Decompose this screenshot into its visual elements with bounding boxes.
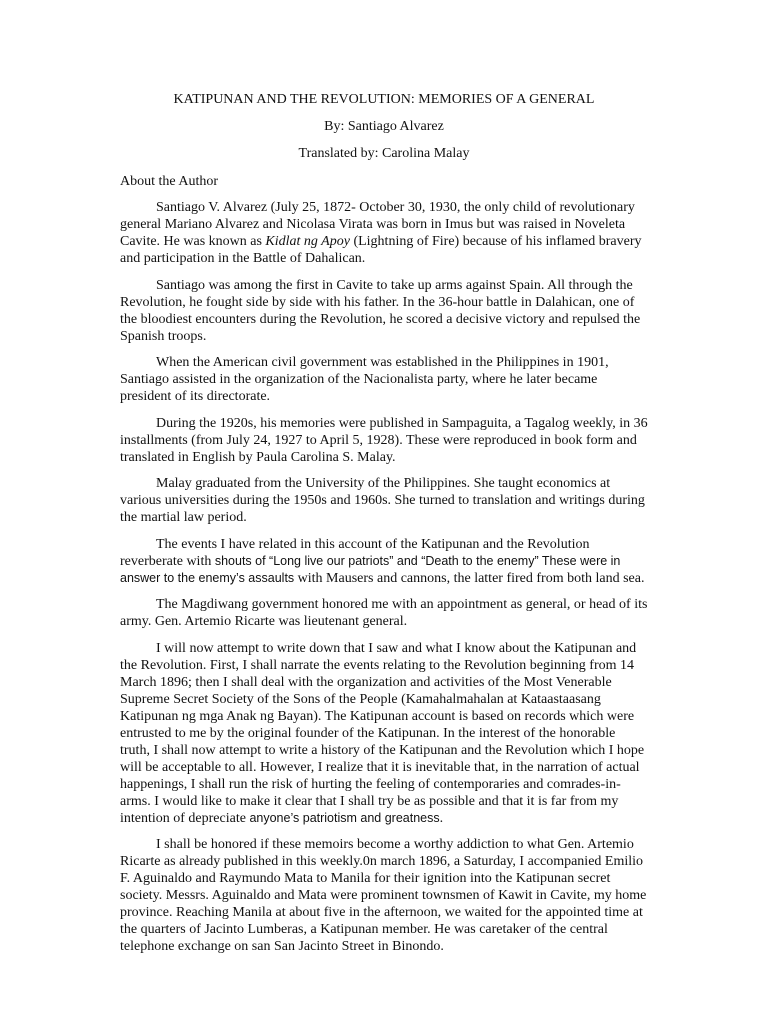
paragraph-8-condensed: anyone’s patriotism and greatness [249, 810, 440, 825]
paragraph-6-text-a: The events I have related in this account of the Katipunan and the Revolution reverberate with [120, 536, 590, 569]
paragraph-4: During the 1920s, his memories were published in Sampaguita, a Tagalog weekly, in 36 installments (from July 24, 1927 to April 5, 1928). These were reproduced in book form and translated in English by Paula Carolina S. Malay. [120, 415, 648, 465]
paragraph-1-italic: Kidlat ng Apoy [265, 234, 350, 249]
paragraph-1-text-a: Santiago V. Alvarez (July 25, 1872- October 30, 1930, the only child of revolutionary general Mariano Alvarez and Nicolasa Virata was born in Imus but was raised in Noveleta Cavite. He was known as [120, 200, 635, 249]
paragraph-5: Malay graduated from the University of the Philippines. She taught economics at various universities during the 1950s and 1960s. She turned to translation and writings during the martial law period. [120, 476, 645, 525]
section-heading: About the Author [120, 174, 218, 189]
author-byline: By: Santiago Alvarez [324, 119, 444, 134]
paragraph-3: When the American civil government was established in the Philippines in 1901, Santiago assisted in the organization of the Nacionalista party, where he later became president of its directorate. [120, 355, 609, 404]
paragraph-6-text-b: with Mausers and cannons, the latter fired from both land sea. [294, 570, 645, 586]
paragraph-1-text-b: (Lightning of Fire) because of his inflamed bravery and participation in the Battle of Dahalican. [120, 234, 642, 266]
paragraph-2: Santiago was among the first in Cavite to take up arms against Spain. All through the Revolution, he fought side by side with his father. In the 36-hour battle in Dalahican, one of the bloodiest encounters during the Revolution, he scored a decisive victory and repulsed the Spanish troops. [120, 277, 641, 344]
paragraph-1 [120, 199, 648, 267]
paragraph-6 [120, 536, 648, 587]
paragraph-8-text-a: I will now attempt to write down that I saw and what I know about the Katipunan and the Revolution. First, I shall narrate the events relating to the Revolution beginning from 14 March 1896; then I shall deal with the organization and activities of the Most Venerable Supreme Secret Society of the Sons of the People (Kamahalmahalan at Kataastaasang Katipunan ng mga Anak ng Bayan). The Katipunan account is based on records which were entrusted to me by the original founder of the Katipunan. In the interest of the honorable truth, I shall now attempt to write a history of the Katipunan and the Revolution which I hope will be acceptable to all. However, I realize that it is inevitable that, in the narration of actual happenings, I shall run the risk of hurting the feeling of contemporaries and comrades-in-arms. I would like to make it clear that I shall try be as possible and that it is far from my intention of depreciate [120, 640, 645, 826]
paragraph-7: The Magdiwang government honored me with an appointment as general, or head of its army. Gen. Artemio Ricarte was lieutenant general. [120, 597, 648, 629]
translator-line: Translated by: Carolina Malay [298, 146, 470, 161]
paragraph-8 [120, 640, 648, 827]
paragraph-6-condensed: shouts of “Long live our patriots” and “Death to the enemy” These were in answer to the enemy’s assaults [120, 553, 621, 585]
paragraph-8-text-b: . [439, 810, 444, 826]
document-title: KATIPUNAN AND THE REVOLUTION: MEMORIES OF A GENERAL [173, 92, 595, 107]
paragraph-9: I shall be honored if these memoirs become a worthy addiction to what Gen. Artemio Ricarte as already published in this weekly.0n march 1896, a Saturday, I accompanied Emilio F. Aguinaldo and Raymundo Mata to Manila for their ignition into the Katipunan secret society. Messrs. Aguinaldo and Mata were prominent townsmen of Kawit in Cavite, my home province. Reaching Manila at about five in the afternoon, we waited for the appointed time at the quarters of Jacinto Lumberas, a Katipunan member. He was caretaker of the central telephone exchange on san San Jacinto Street in Binondo. [120, 837, 647, 954]
